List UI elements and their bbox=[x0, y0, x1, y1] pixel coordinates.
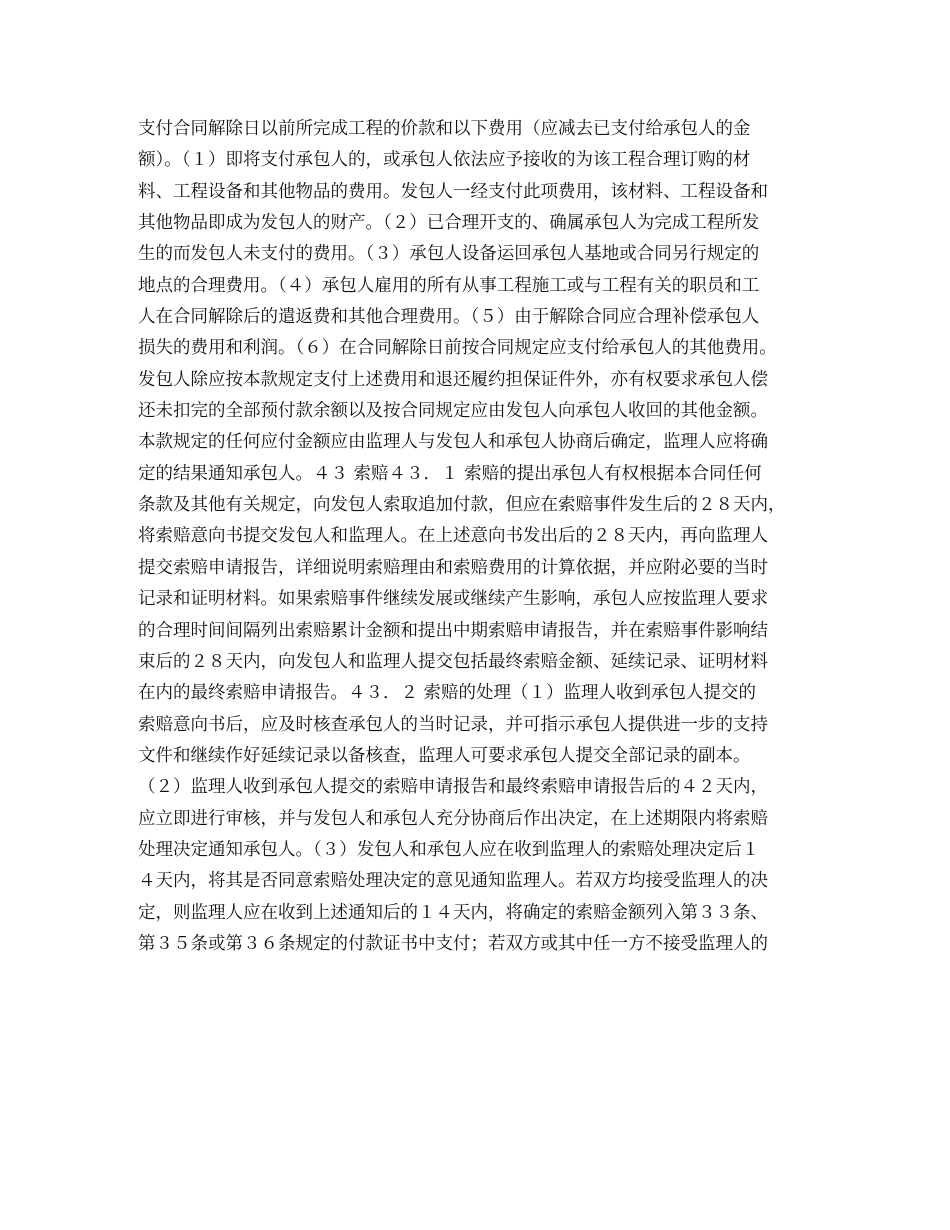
text-line: 将索赔意向书提交发包人和监理人。在上述意向书发出后的２８天内，再向监理人 bbox=[138, 526, 768, 547]
text-line: 束后的２８天内，向发包人和监理人提交包括最终索赔金额、延续记录、证明材料 bbox=[138, 651, 768, 672]
text-line: 定，则监理人应在收到上述通知后的１４天内，将确定的索赔金额列入第３３条、 bbox=[138, 902, 768, 923]
text-line: 的合理时间间隔列出索赔累计金额和提出中期索赔申请报告，并在索赔事件影响结 bbox=[138, 620, 768, 641]
text-line: 人在合同解除后的遣返费和其他合理费用。（５）由于解除合同应合理补偿承包人 bbox=[138, 307, 760, 328]
text-line: 地点的合理费用。（４）承包人雇用的所有从事工程施工或与工程有关的职员和工 bbox=[138, 275, 760, 296]
text-line: ４天内，将其是否同意索赔处理决定的意见通知监理人。若双方均接受监理人的决 bbox=[138, 871, 768, 892]
text-line: 处理决定通知承包人。（３）发包人和承包人应在收到监理人的索赔处理决定后１ bbox=[138, 839, 760, 860]
text-line: 文件和继续作好延续记录以备核查，监理人可要求承包人提交全部记录的副本。 bbox=[138, 745, 751, 766]
text-line: 第３５条或第３６条规定的付款证书中支付；若双方或其中任一方不接受监理人的 bbox=[138, 933, 768, 954]
text-line: 定的结果通知承包人。４３ 索赔４３．１ 索赔的提出承包人有权根据本合同任何 bbox=[138, 463, 762, 484]
text-line: 料、工程设备和其他物品的费用。发包人一经支付此项费用，该材料、工程设备和 bbox=[138, 181, 768, 202]
text-line: 损失的费用和利润。（６）在合同解除日前按合同规定应支付给承包人的其他费用。 bbox=[138, 338, 777, 359]
text-line: 其他物品即成为发包人的财产。（２）已合理开支的、确属承包人为完成工程所发 bbox=[138, 213, 760, 234]
text-line: 额）。（１）即将支付承包人的，或承包人依法应予接收的为该工程合理订购的材 bbox=[138, 150, 751, 171]
text-line: 还未扣完的全部预付款余额以及按合同规定应由发包人向承包人收回的其他金额。 bbox=[138, 401, 768, 422]
text-line: 在内的最终索赔申请报告。４３．２ 索赔的处理（１）监理人收到承包人提交的 bbox=[138, 683, 757, 704]
text-line: 本款规定的任何应付金额应由监理人与发包人和承包人协商后确定，监理人应将确 bbox=[138, 432, 768, 453]
text-line: 生的而发包人未支付的费用。（３）承包人设备运回承包人基地或合同另行规定的 bbox=[138, 244, 760, 265]
text-line: 记录和证明材料。如果索赔事件继续发展或继续产生影响，承包人应按监理人要求 bbox=[138, 589, 768, 610]
text-line: 条款及其他有关规定，向发包人索取追加付款，但应在索赔事件发生后的２８天内， bbox=[138, 495, 786, 516]
text-line: 索赔意向书后，应及时核查承包人的当时记录，并可指示承包人提供进一步的支持 bbox=[138, 714, 768, 735]
text-line: 支付合同解除日以前所完成工程的价款和以下费用（应减去已支付给承包人的金 bbox=[138, 119, 751, 139]
text-line: 应立即进行审核，并与发包人和承包人充分协商后作出决定，在上述期限内将索赔 bbox=[138, 808, 768, 829]
text-line: 发包人除应按本款规定支付上述费用和退还履约担保证件外，亦有权要求承包人偿 bbox=[138, 369, 768, 390]
text-line: 提交索赔申请报告，详细说明索赔理由和索赔费用的计算依据，并应附必要的当时 bbox=[138, 557, 768, 578]
text-line: （２）监理人收到承包人提交的索赔申请报告和最终索赔申请报告后的４２天内， bbox=[138, 777, 768, 798]
body-text bbox=[138, 114, 828, 960]
